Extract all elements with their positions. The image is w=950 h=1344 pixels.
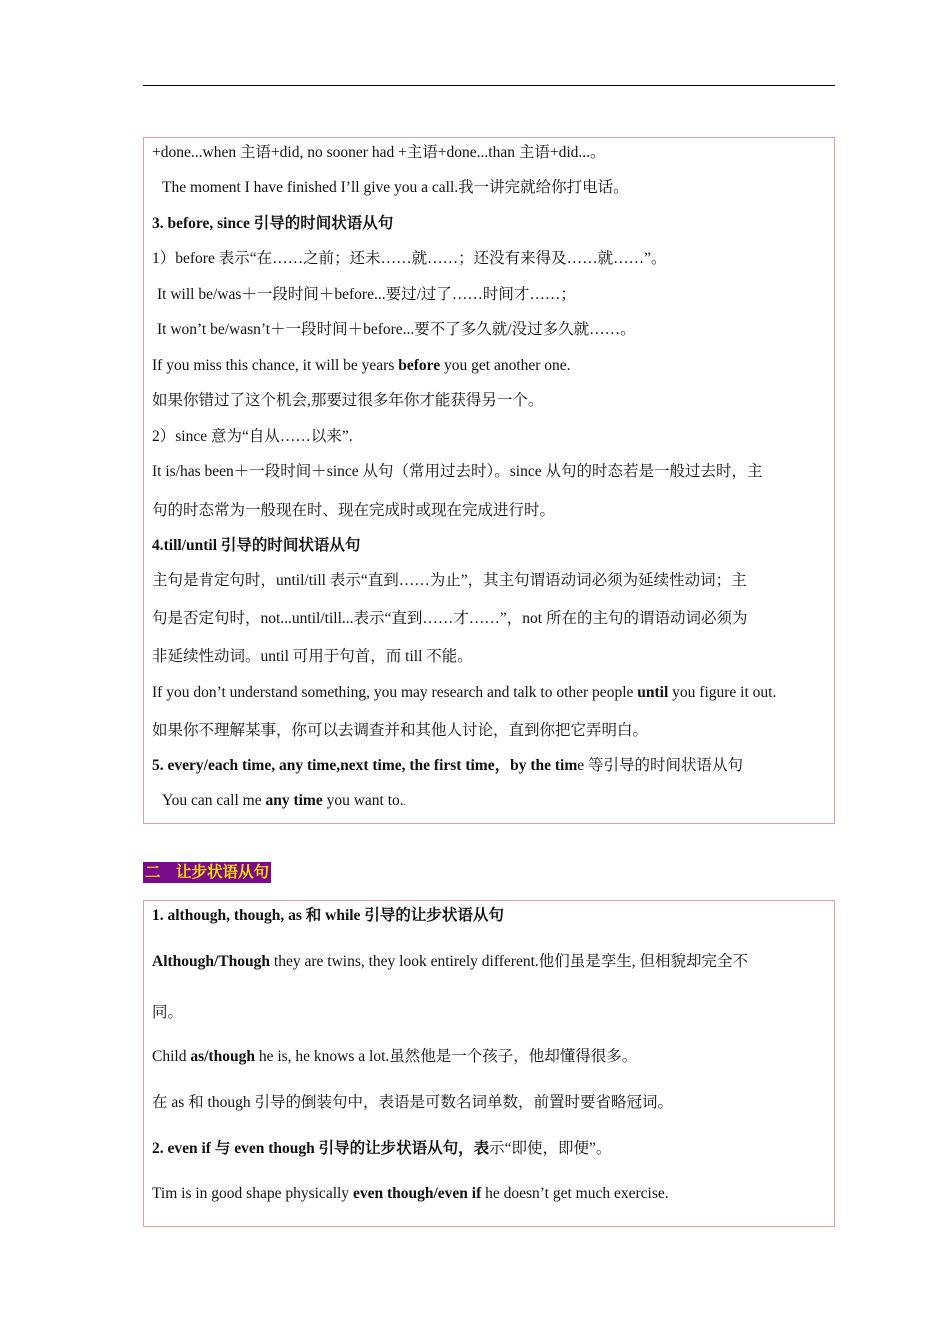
subheading-till-until: 4.till/until 引导的时间状语从句: [152, 537, 361, 554]
example-sentence: If you miss this chance, it will be years before you get another one.: [152, 357, 571, 374]
time-clause-box: [143, 137, 835, 824]
text-line: It won’t be/wasn’t＋一段时间＋before...要不了多久就/没过多久就……。: [157, 321, 636, 338]
text-line: 在 as 和 though 引导的倒装句中，表语是可数名词单数，前置时要省略冠词。: [152, 1094, 673, 1111]
keyword: before: [398, 357, 441, 374]
translation-line: 如果你不理解某事，你可以去调查并和其他人讨论，直到你把它弄明白。: [152, 722, 649, 739]
text-line: 2）since 意为“自从……以来”.: [152, 428, 353, 445]
example-sentence: You can call me any time you want to..: [162, 792, 406, 809]
subheading-although: 1. although, though, as 和 while 引导的让步状语从句: [152, 907, 504, 924]
keyword: until: [637, 684, 669, 701]
text-line: 句是否定句时，not...until/till...表示“直到……才……”，not 所在的主句的谓语动词必须为: [152, 610, 748, 627]
keyword: any time: [265, 792, 323, 809]
concession-clause-box: [143, 900, 835, 1227]
text-line: +done...when 主语+did, no sooner had +主语+done...than 主语+did...。: [152, 144, 606, 161]
keyword: even though/even if: [352, 1185, 482, 1202]
translation-line: 同。: [152, 1004, 184, 1021]
text-line: It is/has been＋一段时间＋since 从句（常用过去时）。since 从句的时态若是一般过去时，主: [152, 463, 763, 480]
text-line: 句的时态常为一般现在时、现在完成时或现在完成进行时。: [152, 502, 556, 519]
example-sentence: The moment I have finished I’ll give you a call.我一讲完就给你打电话。: [162, 179, 629, 196]
text-line: 非延续性动词。until 可用于句首，而 till 不能。: [152, 648, 473, 665]
subheading-even-if: 2. even if 与 even though 引导的让步状语从句，表示“即使，即便”。: [152, 1140, 612, 1157]
subheading-every-time: 5. every/each time, any time,next time, the first time，by the time 等引导的时间状语从句: [152, 757, 744, 774]
example-sentence: If you don’t understand something, you may research and talk to other people until you figure it out.: [152, 684, 777, 701]
translation-line: 如果你错过了这个机会,那要过很多年你才能获得另一个。: [152, 392, 544, 409]
section-title-concession: 二 让步状语从句: [145, 864, 270, 881]
text-line: 1）before 表示“在……之前；还未……就……；还没有来得及……就……”。: [152, 250, 667, 267]
example-sentence: Although/Though they are twins, they look entirely different.他们虽是孪生, 但相貌却完全不: [152, 953, 749, 970]
example-sentence: Tim is in good shape physically even though/even if he doesn’t get much exercise.: [152, 1185, 669, 1202]
header-rule: [143, 85, 835, 86]
text-line: It will be/was＋一段时间＋before...要过/过了……时间才……；: [157, 286, 576, 303]
subheading-before-since: 3. before, since 引导的时间状语从句: [152, 215, 394, 232]
keyword: as/though: [190, 1048, 255, 1065]
text-line: 主句是肯定句时，until/till 表示“直到……为止”，其主句谓语动词必须为延续性动词；主: [152, 572, 747, 589]
example-sentence: Child as/though he is, he knows a lot.虽然他是一个孩子，他却懂得很多。: [152, 1048, 638, 1065]
keyword: Although/Though: [152, 953, 271, 970]
